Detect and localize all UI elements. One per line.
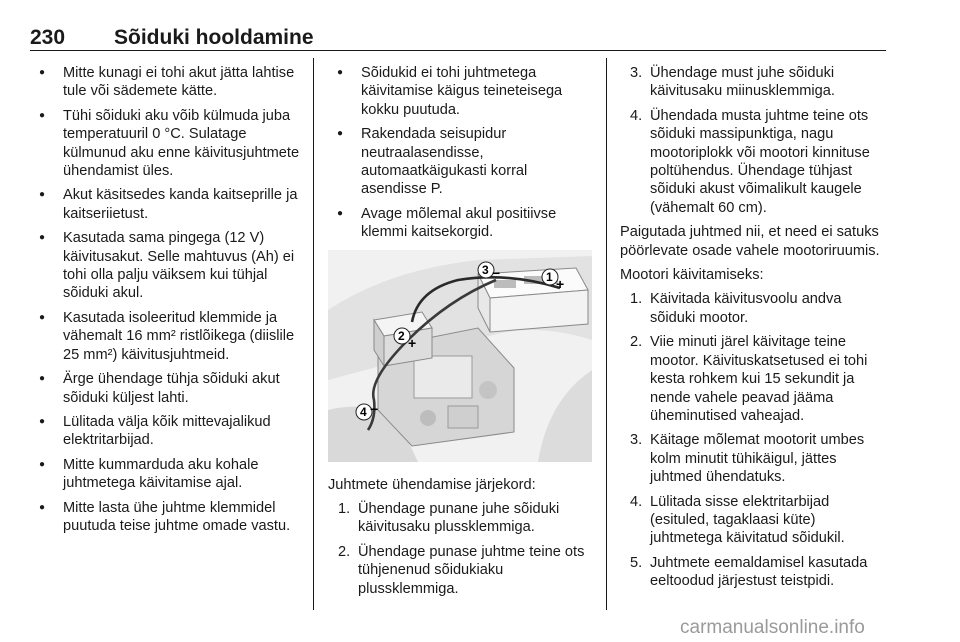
step-item (620, 64, 890, 101)
step-text: Käitage mõlemat mootorit umbes kolm minutit tühikäigul, jättes juhtmed ühendatuks. (650, 432, 865, 486)
connection-order-intro: Juhtmete ühendamise järjekord: (328, 476, 536, 493)
callout-1: 1 (546, 269, 553, 284)
step-text: Ühendage must juhe sõiduki käivitusaku miinusklemmiga. (650, 65, 835, 100)
engine-start-intro: Mootori käivitamiseks: (620, 267, 764, 284)
page-number: 230 (30, 26, 66, 49)
step-text: Ühendage punase juhtme teine ots tühjenenud sõidukiaku plussklemmiga. (358, 543, 585, 597)
preparation-bullet-list (328, 64, 594, 242)
step-number: 2. (630, 334, 643, 351)
header-rule (30, 50, 886, 51)
callout-4: 4 (360, 404, 367, 419)
safety-bullet-list (30, 64, 304, 535)
step-number: 2. (338, 543, 351, 560)
bullet-item: ● Kasutada isoleeritud klemmide ja vähemalt 16 mm² ristlõikega (diislile 25 mm²) käivitusjuhtmeid. (30, 309, 304, 364)
step-text: Ühendage punane juhe sõiduki käivitusaku plussklemmiga. (358, 501, 560, 536)
bullet-item: ● Sõidukid ei tohi juhtmetega käivitamise käigus teineteisega kokku puutuda. (328, 64, 594, 119)
minus-sign: − (370, 400, 379, 417)
bullet-item: ● Rakendada seisupidur neutraalasendisse, automaatkäigukasti korral asendisse P. (328, 125, 594, 199)
step-item (620, 107, 890, 217)
connection-steps-continued (620, 64, 890, 217)
step-item (620, 493, 890, 548)
bullet-item: ● Tühi sõiduki aku võib külmuda juba temperatuuril 0 °C. Sulatage külmunud aku enne käivitusjuhtmete ühendamist üles. (30, 107, 304, 181)
step-number: 4. (630, 493, 643, 510)
column-divider-1 (313, 58, 314, 610)
column-divider-2 (606, 58, 607, 610)
step-number: 5. (630, 554, 643, 571)
step-item (620, 290, 890, 327)
bullet-item: ● Mitte lasta ühe juhtme klemmidel puutuda teise juhtme omade vastu. (30, 499, 304, 536)
connection-steps (328, 500, 594, 598)
callout-3: 3 (482, 262, 489, 277)
minus-sign: − (492, 264, 501, 281)
step-number: 1. (630, 291, 643, 308)
engine-start-steps (620, 290, 890, 590)
chapter-title: Sõiduki hooldamine (114, 26, 314, 49)
bullet-item: ● Mitte kummarduda aku kohale juhtmetega käivitamise ajal. (30, 456, 304, 493)
column-1 (30, 64, 304, 541)
step-item (328, 500, 594, 537)
column-3 (620, 64, 890, 597)
bullet-item: ● Akut käsitsedes kanda kaitseprille ja kaitseriietust. (30, 186, 304, 223)
bullet-item: ● Ärge ühendage tühja sõiduki akut sõiduki küljest lahti. (30, 370, 304, 407)
step-text: Käivitada käivitusvoolu andva sõiduki mootor. (650, 291, 842, 326)
jump-start-diagram (328, 250, 592, 462)
step-number: 4. (630, 107, 643, 124)
step-item (620, 333, 890, 425)
watermark: carmanualsonline.info (680, 617, 865, 638)
step-number: 1. (338, 501, 351, 518)
step-number: 3. (630, 65, 643, 81)
plus-sign: + (408, 334, 417, 351)
step-item (328, 543, 594, 598)
step-text: Viie minuti järel käivitage teine mootor. Käivituskatsetused ei tohi kesta rohkem kui 15 sekundit ja nende vahele peavad jääma üheminutised vaheajad. (650, 334, 868, 424)
step-text: Juhtmete eemaldamisel kasutada eeltoodud järjestust teistpidi. (650, 554, 868, 590)
step-text: Ühendada musta juhtme teine ots sõiduki massipunktiga, nagu mootoriplokk või mootori kinnituse poltühendus. Ühendage tühjast sõiduki akust võimalikult kaugele (vähemalt 60 cm). (650, 107, 870, 216)
step-number: 3. (630, 432, 643, 449)
bullet-item: ● Kasutada sama pingega (12 V) käivitusakut. Selle mahtuvus (Ah) ei tohi olla palju väiksem kui tühjal sõiduki akul. (30, 229, 304, 303)
cable-routing-note: Paigutada juhtmed nii, et need ei satuks pöörlevate osade vahele mootoriruumis. (620, 224, 880, 259)
bullet-item: ● Mitte kunagi ei tohi akut jätta lahtise tule või sädemete kätte. (30, 64, 304, 101)
column-2 (328, 64, 594, 604)
step-item (620, 431, 890, 486)
step-text: Lülitada sisse elektritarbijad (esituled, tagaklaasi küte) juhtmetega käivitatud sõidukil. (650, 493, 845, 547)
bullet-item: ● Avage mõlemal akul positiivse klemmi kaitsekorgid. (328, 205, 594, 242)
bullet-item: ● Lülitada välja kõik mittevajalikud elektritarbijad. (30, 413, 304, 450)
plus-sign: + (556, 275, 565, 292)
callout-2: 2 (398, 328, 405, 343)
step-item (620, 554, 890, 591)
